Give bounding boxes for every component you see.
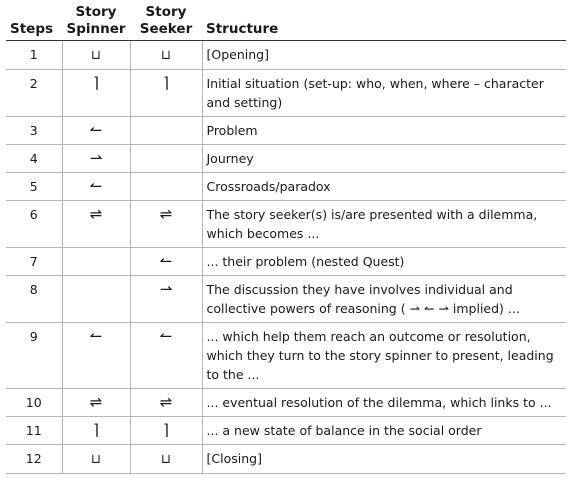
step-number-cell: 10 <box>6 389 62 417</box>
step-number-cell: 6 <box>6 201 62 248</box>
open-square-glyph: ⊔ <box>90 48 102 63</box>
story-spinner-cell <box>62 173 130 201</box>
left-harpoon-glyph: ↼ <box>89 121 103 139</box>
story-seeker-cell <box>130 417 202 445</box>
corner-glyph: ⌉ <box>163 421 169 439</box>
structure-cell: Journey <box>202 145 566 173</box>
table-row <box>6 276 566 323</box>
story-spinner-cell <box>62 417 130 445</box>
step-number-cell: 1 <box>6 41 62 70</box>
story-spinner-cell <box>62 389 130 417</box>
structure-cell: ... eventual resolution of the dilemma, which links to ... <box>202 389 566 417</box>
table-row <box>6 248 566 276</box>
header-story-seeker-line1: Story <box>145 4 187 20</box>
header-steps-label: Steps <box>10 21 54 37</box>
story-seeker-cell <box>130 323 202 389</box>
structure-cell: The discussion they have involves individual and collective powers of reasoning ( ⇀ ↼ ⇀ implied) ... <box>202 276 566 323</box>
header-story-spinner <box>62 2 130 41</box>
story-seeker-cell <box>130 173 202 201</box>
corner-glyph: ⌉ <box>93 74 99 92</box>
step-number-cell: 3 <box>6 117 62 145</box>
structure-cell: Crossroads/paradox <box>202 173 566 201</box>
corner-glyph: ⌉ <box>163 74 169 92</box>
story-seeker-cell <box>130 201 202 248</box>
structure-cell: The story seeker(s) is/are presented with a dilemma, which becomes ... <box>202 201 566 248</box>
story-structure-table-container <box>6 2 566 474</box>
story-spinner-cell <box>62 70 130 117</box>
open-square-glyph: ⊔ <box>160 452 172 467</box>
step-number-cell: 4 <box>6 145 62 173</box>
structure-cell: ... which help them reach an outcome or resolution, which they turn to the story spinner to present, leading to the ... <box>202 323 566 389</box>
story-seeker-cell <box>130 41 202 70</box>
header-structure <box>202 2 566 41</box>
story-spinner-cell <box>62 201 130 248</box>
table-row <box>6 323 566 389</box>
table-row <box>6 417 566 445</box>
story-spinner-cell <box>62 248 130 276</box>
step-number-cell: 12 <box>6 445 62 474</box>
story-spinner-cell <box>62 117 130 145</box>
step-number-cell: 2 <box>6 70 62 117</box>
story-spinner-cell <box>62 145 130 173</box>
step-number-cell: 7 <box>6 248 62 276</box>
structure-cell: [Closing] <box>202 445 566 474</box>
table-row <box>6 41 566 70</box>
double-harpoon-glyph: ⇌ <box>159 205 173 223</box>
story-seeker-cell <box>130 389 202 417</box>
header-story-seeker <box>130 2 202 41</box>
structure-cell: ... a new state of balance in the social order <box>202 417 566 445</box>
table-body <box>6 41 566 474</box>
table-row <box>6 117 566 145</box>
story-seeker-cell <box>130 145 202 173</box>
left-harpoon-glyph: ↼ <box>159 252 173 270</box>
structure-cell: Initial situation (set-up: who, when, where – character and setting) <box>202 70 566 117</box>
double-harpoon-glyph: ⇌ <box>89 205 103 223</box>
open-square-glyph: ⊔ <box>90 452 102 467</box>
right-harpoon-glyph: ⇀ <box>89 149 103 167</box>
story-structure-table <box>6 2 566 474</box>
step-number-cell: 5 <box>6 173 62 201</box>
table-row <box>6 173 566 201</box>
left-harpoon-glyph: ↼ <box>159 327 173 345</box>
left-harpoon-glyph: ↼ <box>89 327 103 345</box>
open-square-glyph: ⊔ <box>160 48 172 63</box>
structure-cell: [Opening] <box>202 41 566 70</box>
story-seeker-cell <box>130 276 202 323</box>
step-number-cell: 9 <box>6 323 62 389</box>
structure-cell: Problem <box>202 117 566 145</box>
header-structure-label: Structure <box>206 21 279 37</box>
table-row <box>6 445 566 474</box>
step-number-cell: 8 <box>6 276 62 323</box>
header-story-spinner-line1: Story <box>75 4 117 20</box>
table-row <box>6 201 566 248</box>
header-story-spinner-line2: Spinner <box>66 21 126 37</box>
right-harpoon-glyph: ⇀ <box>159 280 173 298</box>
story-spinner-cell <box>62 323 130 389</box>
story-seeker-cell <box>130 445 202 474</box>
header-steps <box>6 2 62 41</box>
left-harpoon-glyph: ↼ <box>89 177 103 195</box>
story-spinner-cell <box>62 276 130 323</box>
table-row <box>6 389 566 417</box>
double-harpoon-glyph: ⇌ <box>159 393 173 411</box>
header-row <box>6 2 566 41</box>
structure-cell: ... their problem (nested Quest) <box>202 248 566 276</box>
story-spinner-cell <box>62 445 130 474</box>
story-seeker-cell <box>130 248 202 276</box>
story-seeker-cell <box>130 117 202 145</box>
double-harpoon-glyph: ⇌ <box>89 393 103 411</box>
table-row <box>6 145 566 173</box>
header-story-seeker-line2: Seeker <box>139 21 193 37</box>
step-number-cell: 11 <box>6 417 62 445</box>
story-spinner-cell <box>62 41 130 70</box>
corner-glyph: ⌉ <box>93 421 99 439</box>
table-row <box>6 70 566 117</box>
table-header <box>6 2 566 41</box>
story-seeker-cell <box>130 70 202 117</box>
